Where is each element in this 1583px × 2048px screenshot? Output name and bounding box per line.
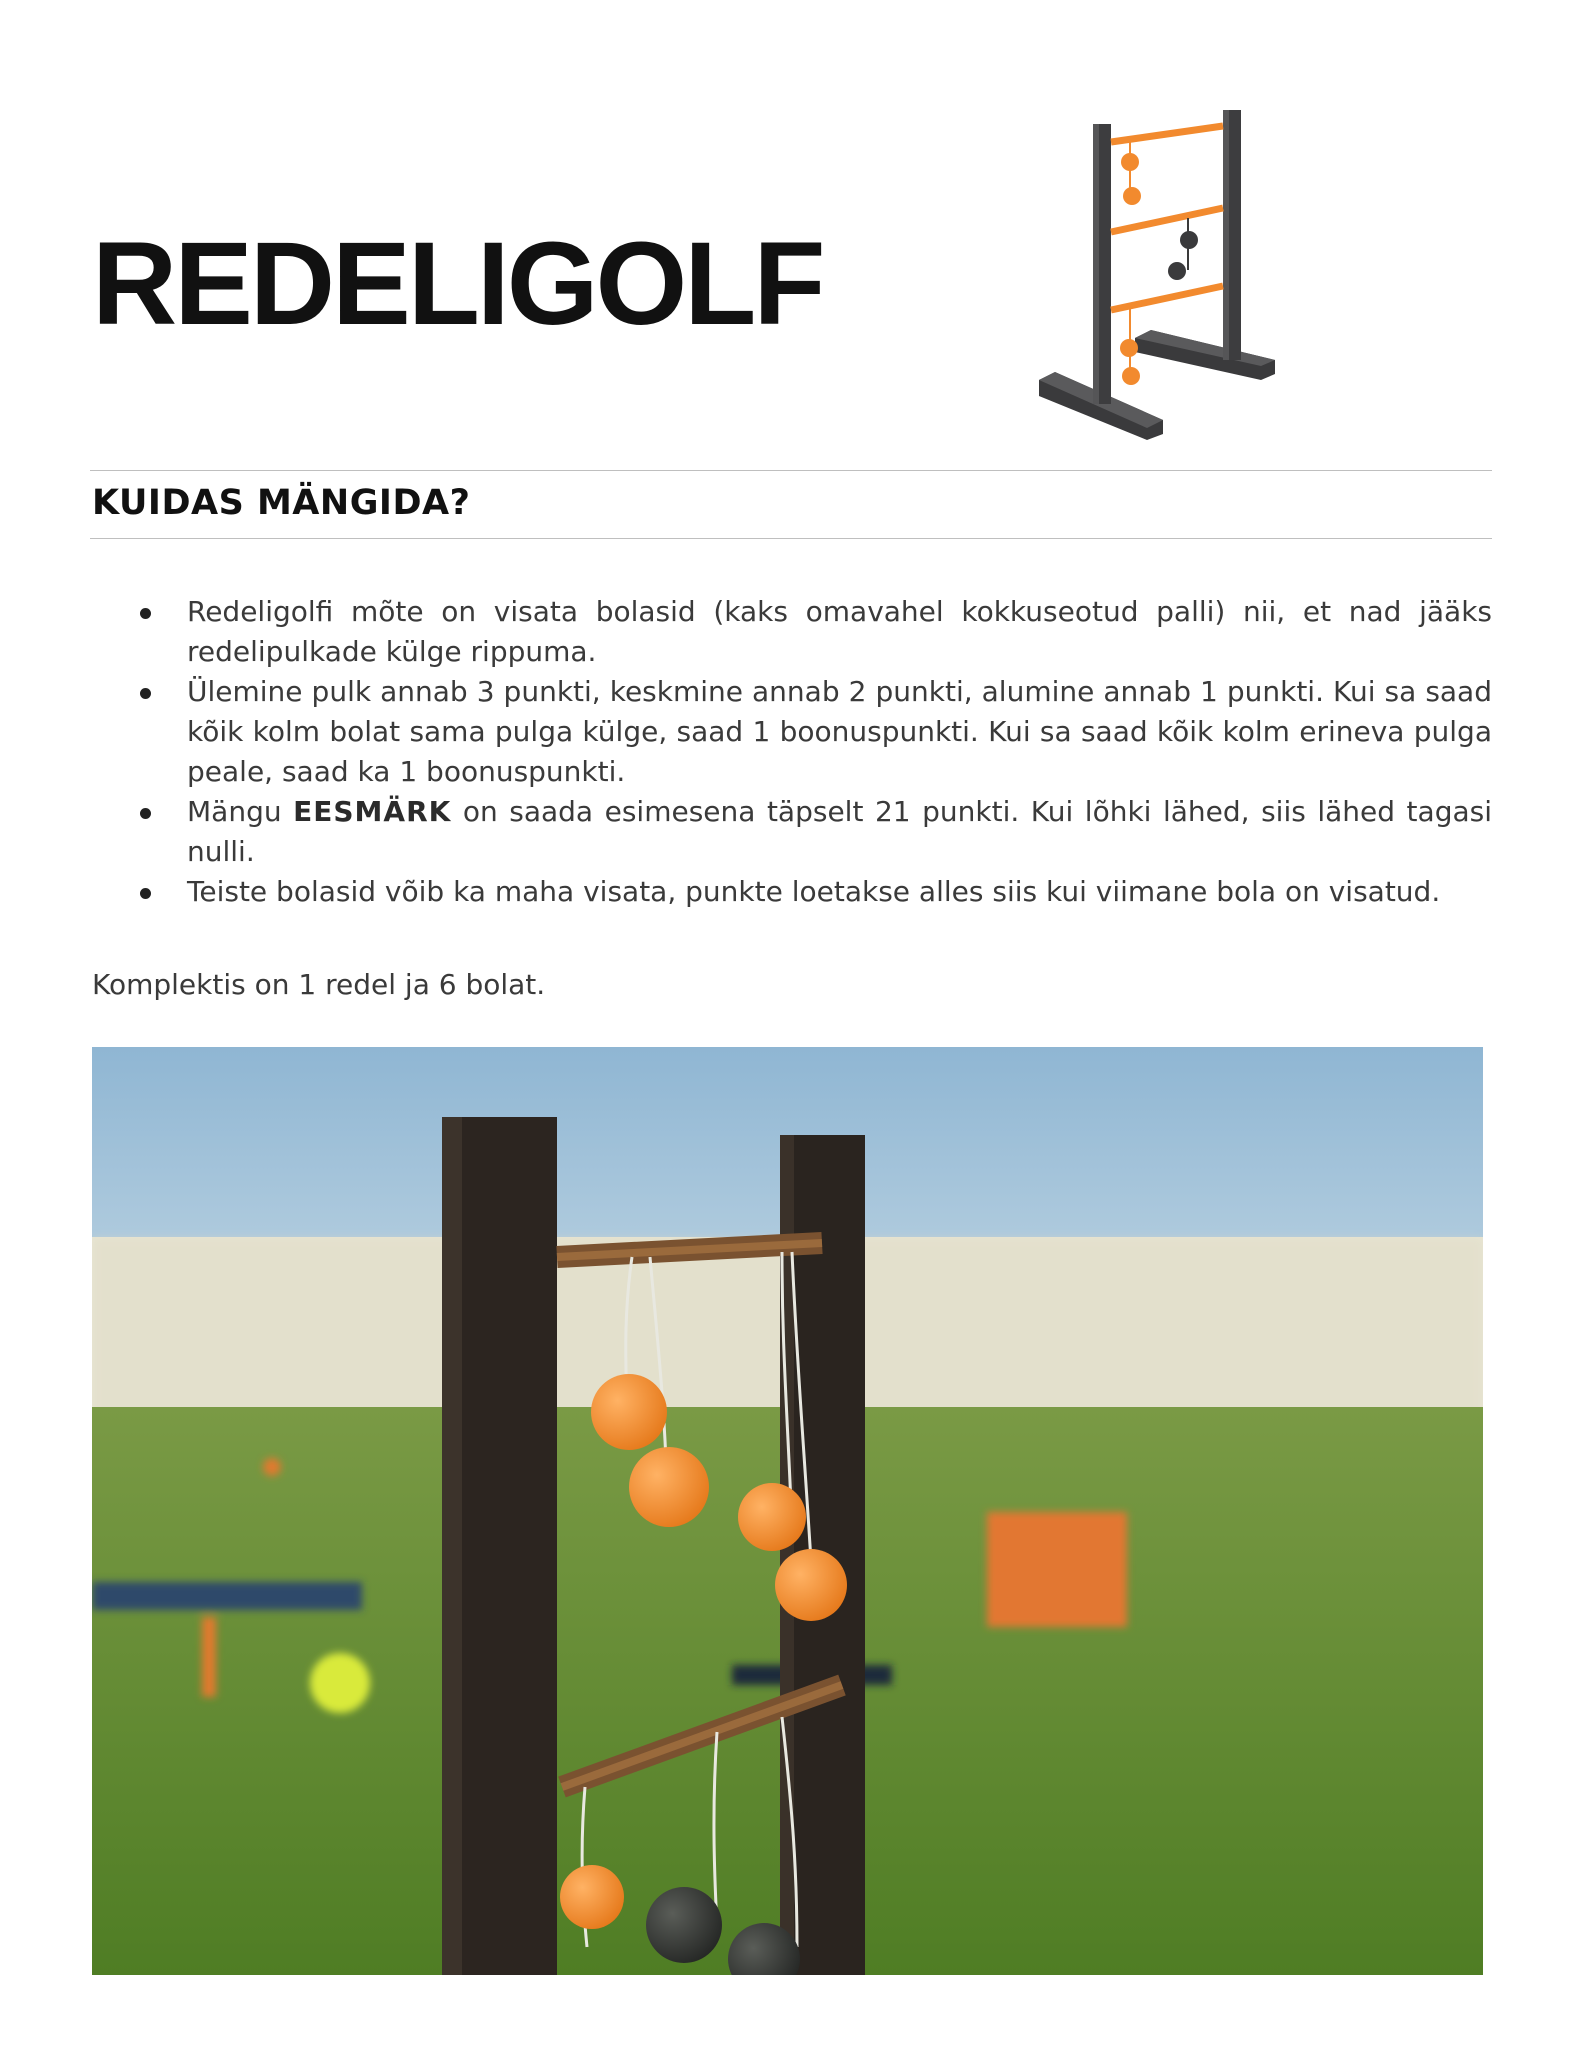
kit-contents: Komplektis on 1 redel ja 6 bolat. <box>92 968 546 1001</box>
rules-list <box>140 592 1492 912</box>
list-item <box>140 792 1492 872</box>
goal-emphasis: EESMÄRK <box>293 795 452 828</box>
rule-text-after: on saada esimesena täpselt 21 punkti. Kui lõhki lähed, siis lähed tagasi nulli. <box>187 795 1492 868</box>
rule-text: Redeligolfi mõte on visata bolasid (kaks omavahel kokkuseotud palli) nii, et nad jääks redelipulkade külge rippuma. <box>187 595 1492 668</box>
bullet-dot-icon <box>140 688 151 699</box>
ladder-golf-icon <box>1025 100 1300 445</box>
list-item <box>140 592 1492 672</box>
rule-text: Teiste bolasid võib ka maha visata, punkte loetakse alles siis kui viimane bola on visatud. <box>187 875 1441 908</box>
list-item <box>140 872 1492 912</box>
section-heading: KUIDAS MÄNGIDA? <box>92 483 471 523</box>
bullet-dot-icon <box>140 888 151 899</box>
list-item <box>140 672 1492 792</box>
page-title: REDELIGOLF <box>92 218 823 350</box>
rule-text: Ülemine pulk annab 3 punkti, keskmine annab 2 punkti, alumine annab 1 punkti. Kui sa saad kõik kolm bolat sama pulga külge, saad 1 boonuspunkti. Kui sa saad kõik kolm erineva pulga peale, saad ka 1 boonuspunkti. <box>187 675 1492 788</box>
divider-top <box>90 470 1492 471</box>
bullet-dot-icon <box>140 608 151 619</box>
rule-text-before: Mängu <box>187 795 294 828</box>
divider-bottom <box>90 538 1492 539</box>
ladder-golf-photo <box>92 1047 1483 1975</box>
bullet-dot-icon <box>140 808 151 819</box>
